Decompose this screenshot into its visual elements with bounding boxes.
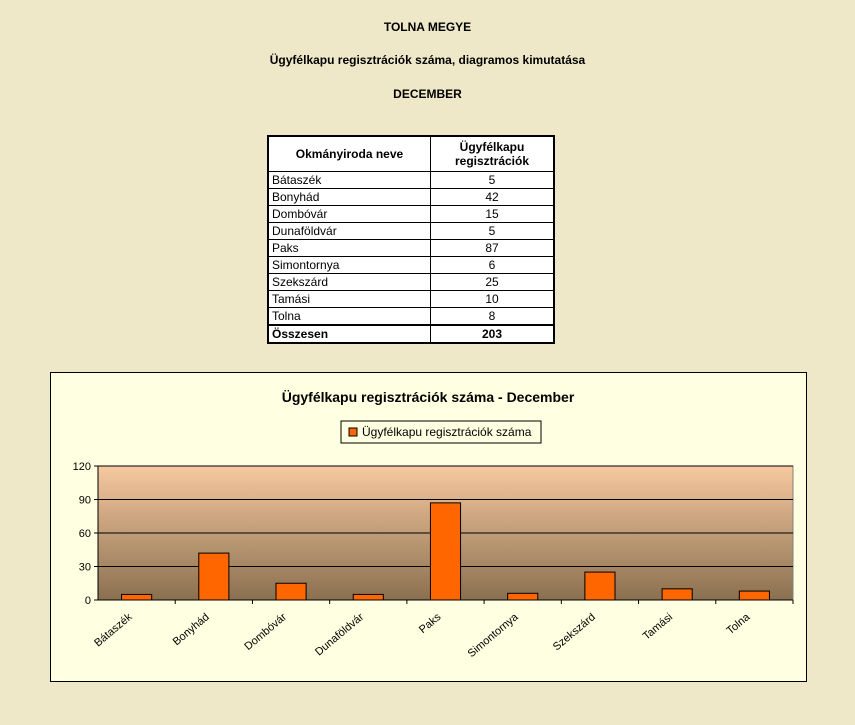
- x-tick-label: Dombóvár: [242, 611, 289, 653]
- bar-chart: [51, 373, 806, 681]
- total-value: 203: [431, 325, 555, 343]
- x-tick-label: Szekszárd: [550, 611, 598, 654]
- table-row: [268, 240, 554, 257]
- county-title: TOLNA MEGYE: [383, 20, 472, 34]
- bar: [199, 553, 229, 600]
- report-subtitle: Ügyfélkapu regisztrációk száma, diagramos kimutatása: [269, 53, 586, 67]
- x-tick-label: Simontornya: [465, 611, 521, 661]
- x-tick-label: Tamási: [640, 611, 676, 643]
- chart-title: Ügyfélkapu regisztrációk száma - December: [281, 389, 575, 405]
- registrations-cell: 6: [431, 257, 555, 274]
- registrations-cell: 10: [431, 291, 555, 308]
- office-name-cell: Dunaföldvár: [268, 223, 431, 240]
- bar: [662, 589, 692, 600]
- y-tick-label: 0: [84, 595, 91, 607]
- table-row: [268, 274, 554, 291]
- bar: [276, 583, 306, 600]
- table-row: [268, 206, 554, 223]
- header-registrations-line1: Ügyfélkapu: [459, 140, 525, 154]
- legend-label: Ügyfélkapu regisztrációk száma: [362, 425, 532, 439]
- office-name-cell: Bonyhád: [268, 189, 431, 206]
- chart-legend: [341, 421, 541, 443]
- registrations-cell: 8: [431, 308, 555, 326]
- table-total-row: [268, 325, 554, 343]
- x-tick-label: Bátaszék: [92, 611, 135, 650]
- office-name-cell: Paks: [268, 240, 431, 257]
- registrations-table: [267, 135, 555, 344]
- bar: [353, 594, 383, 600]
- office-name-cell: Szekszárd: [268, 274, 431, 291]
- office-name-cell: Tamási: [268, 291, 431, 308]
- table-row: [268, 223, 554, 240]
- bar: [739, 591, 769, 600]
- header-office-name: Okmányiroda neve: [268, 136, 431, 172]
- table-row: [268, 172, 554, 189]
- bar: [585, 572, 615, 600]
- table-row: [268, 308, 554, 326]
- bar: [122, 594, 152, 600]
- x-tick-label: Bonyhád: [170, 611, 212, 649]
- chart-panel: [50, 372, 807, 682]
- registrations-cell: 15: [431, 206, 555, 223]
- header-registrations: [431, 136, 555, 172]
- table-row: [268, 257, 554, 274]
- x-tick-label: Paks: [416, 611, 444, 637]
- office-name-cell: Tolna: [268, 308, 431, 326]
- total-label: Összesen: [268, 325, 431, 343]
- report-month: DECEMBER: [393, 87, 462, 101]
- registrations-cell: 5: [431, 223, 555, 240]
- registrations-cell: 87: [431, 240, 555, 257]
- table-header-row: [268, 136, 554, 172]
- header-registrations-line2: regisztrációk: [454, 154, 530, 168]
- y-tick-label: 30: [78, 561, 91, 574]
- bar: [508, 593, 538, 600]
- y-tick-label: 60: [78, 528, 91, 540]
- x-tick-label: Tolna: [724, 611, 753, 638]
- x-tick-label: Dunaföldvár: [313, 611, 367, 659]
- office-name-cell: Dombóvár: [268, 206, 431, 223]
- y-tick-label: 120: [72, 461, 91, 473]
- y-tick-label: 90: [78, 494, 91, 507]
- legend-swatch: [349, 428, 357, 436]
- registrations-cell: 5: [431, 172, 555, 189]
- office-name-cell: Simontornya: [268, 257, 431, 274]
- bar: [430, 503, 460, 600]
- office-name-cell: Bátaszék: [268, 172, 431, 189]
- table-row: [268, 291, 554, 308]
- registrations-cell: 42: [431, 189, 555, 206]
- table-row: [268, 189, 554, 206]
- registrations-cell: 25: [431, 274, 555, 291]
